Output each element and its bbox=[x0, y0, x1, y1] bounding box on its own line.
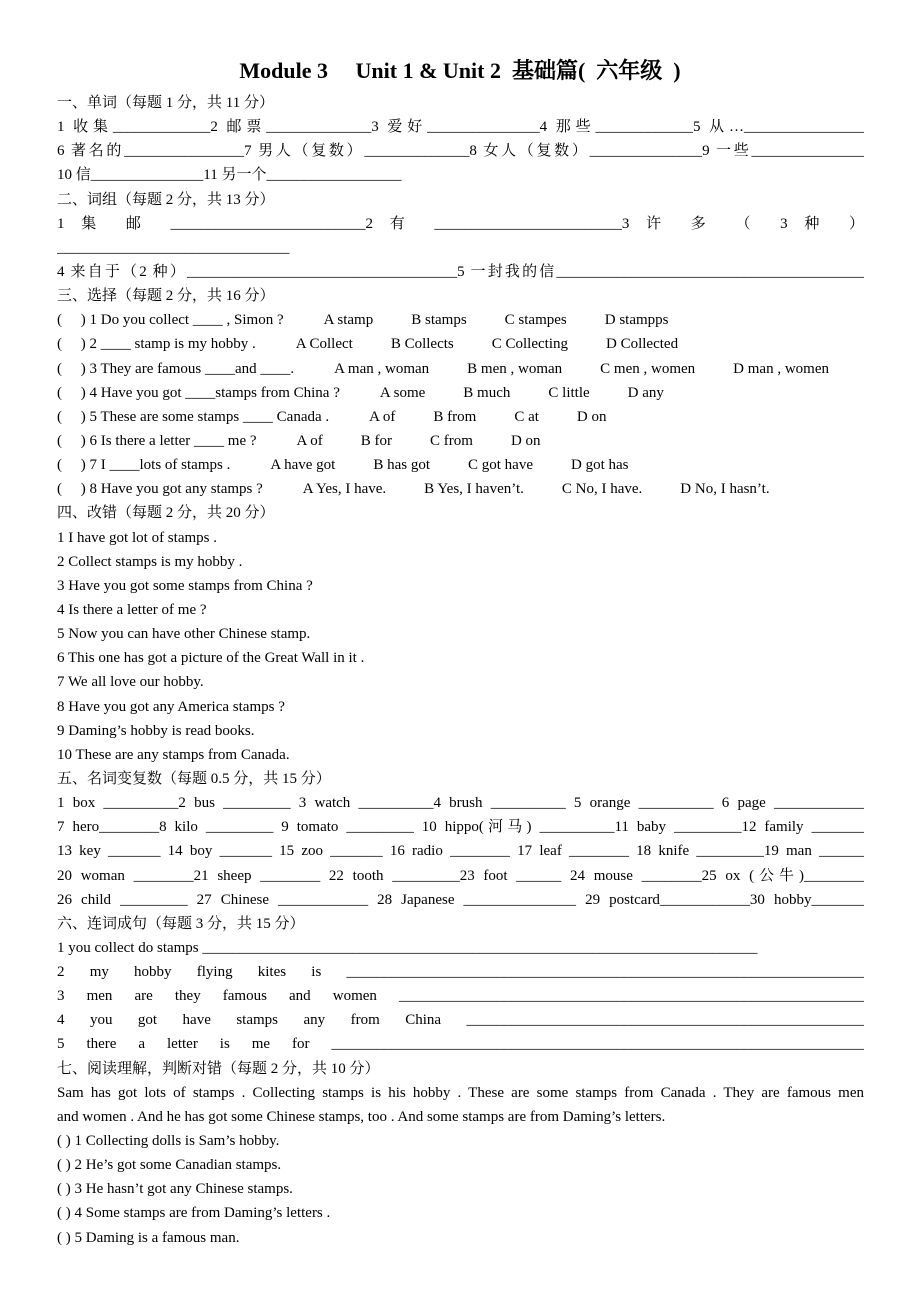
answer-option: A man , woman bbox=[334, 360, 430, 377]
answer-option: D on bbox=[510, 432, 541, 449]
question-line: 4 Is there a letter of me ? bbox=[57, 601, 207, 618]
page-title: Module 3 Unit 1 & Unit 2 基础篇( 六年级 ) bbox=[239, 58, 681, 83]
question-line: and women . And he has got some Chinese stamps, too . And some stamps are from Daming’s letters. bbox=[57, 1108, 666, 1125]
section-heading: 六、连词成句（每题 3 分，共 15 分） bbox=[57, 915, 305, 932]
question-line: 4 来自于（2 种）____________________________________5 一封我的信_________________________________________ bbox=[57, 263, 864, 280]
choice-question bbox=[57, 381, 864, 405]
question-text: ( ) 8 Have you got any stamps ? bbox=[57, 481, 263, 498]
choice-question bbox=[57, 405, 864, 429]
choice-question bbox=[57, 429, 864, 453]
choice-question bbox=[57, 332, 864, 356]
question-line: 4 you got have stamps any from China _____________________________________________________ bbox=[57, 1012, 864, 1029]
answer-option: C men , women bbox=[600, 360, 696, 377]
question-line: 9 Daming’s hobby is read books. bbox=[57, 722, 255, 739]
question-line: 5 Now you can have other Chinese stamp. bbox=[57, 626, 311, 643]
answer-option: C at bbox=[514, 408, 539, 425]
question-line: 1 you collect do stamps __________________________________________________________________________ bbox=[57, 939, 758, 956]
question-line: 7 hero________8 kilo _________ 9 tomato _________ 10 hippo(河马) __________11 baby _________12 family _______ bbox=[57, 819, 864, 836]
answer-option: A Collect bbox=[295, 336, 353, 353]
choice-question bbox=[57, 477, 864, 501]
answer-option: B for bbox=[360, 432, 393, 449]
question-line: 13 key _______ 14 boy _______ 15 zoo _______ 16 radio ________ 17 leaf ________ 18 knife _________19 man ______ bbox=[57, 843, 864, 860]
answer-option: D stampps bbox=[604, 312, 669, 329]
answer-option: B men , woman bbox=[467, 360, 563, 377]
question-line: ( ) 1 Collecting dolls is Sam’s hobby. bbox=[57, 1133, 280, 1150]
question-line: 1 收集_____________2 邮票______________3 爱好_______________4 那些_____________5 从…________________ bbox=[57, 119, 864, 136]
question-line: ( ) 5 Daming is a famous man. bbox=[57, 1229, 240, 1246]
answer-option: A some bbox=[379, 384, 426, 401]
question-line: ( ) 3 He hasn’t got any Chinese stamps. bbox=[57, 1181, 293, 1198]
answer-option: A of bbox=[296, 432, 323, 449]
section-heading: 一、单词（每题 1 分，共 11 分） bbox=[57, 95, 274, 111]
section-heading: 四、改错（每题 2 分，共 20 分） bbox=[57, 505, 275, 522]
question-line: 1 I have got lot of stamps . bbox=[57, 529, 217, 546]
answer-option: B has got bbox=[373, 457, 430, 474]
question-line: 10 These are any stamps from Canada. bbox=[57, 746, 290, 763]
question-text: ( ) 1 Do you collect ____ , Simon ? bbox=[57, 312, 284, 329]
worksheet-body bbox=[57, 91, 864, 1250]
question-line: 7 We all love our hobby. bbox=[57, 674, 204, 691]
question-line: 6 This one has got a picture of the Great Wall in it . bbox=[57, 650, 365, 667]
answer-option: C Collecting bbox=[491, 336, 568, 353]
answer-option: D No, I hasn’t. bbox=[680, 481, 770, 498]
question-line: 26 child _________ 27 Chinese ____________ 28 Japanese _______________ 29 postcard____________30 hobby_______ bbox=[57, 891, 864, 908]
answer-option: C stampes bbox=[504, 312, 567, 329]
answer-option: B Collects bbox=[390, 336, 454, 353]
answer-option: C got have bbox=[468, 457, 533, 474]
question-line: 20 woman ________21 sheep ________ 22 tooth _________23 foot ______ 24 mouse ________25 ox (公牛)________ bbox=[57, 867, 864, 884]
choice-question bbox=[57, 308, 864, 332]
question-line: 5 there a letter is me for _______________________________________________________________________ bbox=[57, 1036, 864, 1053]
question-line: Sam has got lots of stamps . Collecting stamps is his hobby . These are some stamps from Canada . They are famous men bbox=[57, 1084, 864, 1101]
question-line: 3 Have you got some stamps from China ? bbox=[57, 577, 313, 594]
choice-question bbox=[57, 357, 864, 381]
question-line: 10 信_______________11 另一个__________________ bbox=[57, 167, 402, 184]
answer-option: D got has bbox=[571, 457, 629, 474]
choice-question bbox=[57, 453, 864, 477]
answer-option: A stamp bbox=[323, 312, 374, 329]
answer-option: B much bbox=[463, 384, 511, 401]
question-line: 1 box __________2 bus _________ 3 watch __________4 brush __________ 5 orange __________ 6 page ____________ bbox=[57, 795, 864, 812]
section-heading: 五、名词变复数（每题 0.5 分，共 15 分） bbox=[57, 770, 331, 787]
answer-option: D on bbox=[576, 408, 607, 425]
question-line: 2 Collect stamps is my hobby . bbox=[57, 553, 243, 570]
answer-option: A Yes, I have. bbox=[302, 481, 387, 498]
question-text: ( ) 3 They are famous ____and ____. bbox=[57, 360, 295, 377]
question-text: ( ) 5 These are some stamps ____ Canada . bbox=[57, 408, 330, 425]
answer-option: C little bbox=[548, 384, 590, 401]
question-line: 8 Have you got any America stamps ? bbox=[57, 698, 285, 715]
question-line: 3 men are they famous and women ______________________________________________________________ bbox=[57, 988, 864, 1005]
section-heading: 七、阅读理解，判断对错（每题 2 分，共 10 分） bbox=[57, 1060, 380, 1077]
question-line: ( ) 4 Some stamps are from Daming’s letters . bbox=[57, 1205, 331, 1222]
answer-option: C No, I have. bbox=[561, 481, 643, 498]
question-line: 6 著名的________________7 男人（复数）______________8 女人（复数）_______________9 一些_______________ bbox=[57, 143, 864, 160]
answer-option: B from bbox=[433, 408, 477, 425]
answer-option: C from bbox=[430, 432, 473, 449]
section-heading: 二、词组（每题 2 分，共 13 分） bbox=[57, 191, 275, 208]
answer-option: D any bbox=[627, 384, 664, 401]
section-heading: 三、选择（每题 2 分，共 16 分） bbox=[57, 288, 275, 305]
question-text: ( ) 7 I ____lots of stamps . bbox=[57, 457, 231, 474]
question-text: ( ) 4 Have you got ____stamps from China ? bbox=[57, 384, 340, 401]
question-line: 1 集 邮 __________________________2 有 _________________________3 许 多 （ 3 种 ） bbox=[57, 215, 864, 232]
question-text: ( ) 2 ____ stamp is my hobby . bbox=[57, 336, 256, 353]
answer-option: A have got bbox=[270, 457, 336, 474]
question-text: ( ) 6 Is there a letter ____ me ? bbox=[57, 432, 257, 449]
answer-option: D Collected bbox=[606, 336, 679, 353]
answer-option: B Yes, I haven’t. bbox=[424, 481, 524, 498]
question-line: 2 my hobby flying kites is _____________________________________________________________________ bbox=[57, 964, 864, 981]
question-line: ( ) 2 He’s got some Canadian stamps. bbox=[57, 1157, 282, 1174]
answer-option: B stamps bbox=[411, 312, 467, 329]
answer-option: D man , women bbox=[733, 360, 829, 377]
answer-option: A of bbox=[369, 408, 396, 425]
question-line: _______________________________ bbox=[57, 239, 290, 256]
